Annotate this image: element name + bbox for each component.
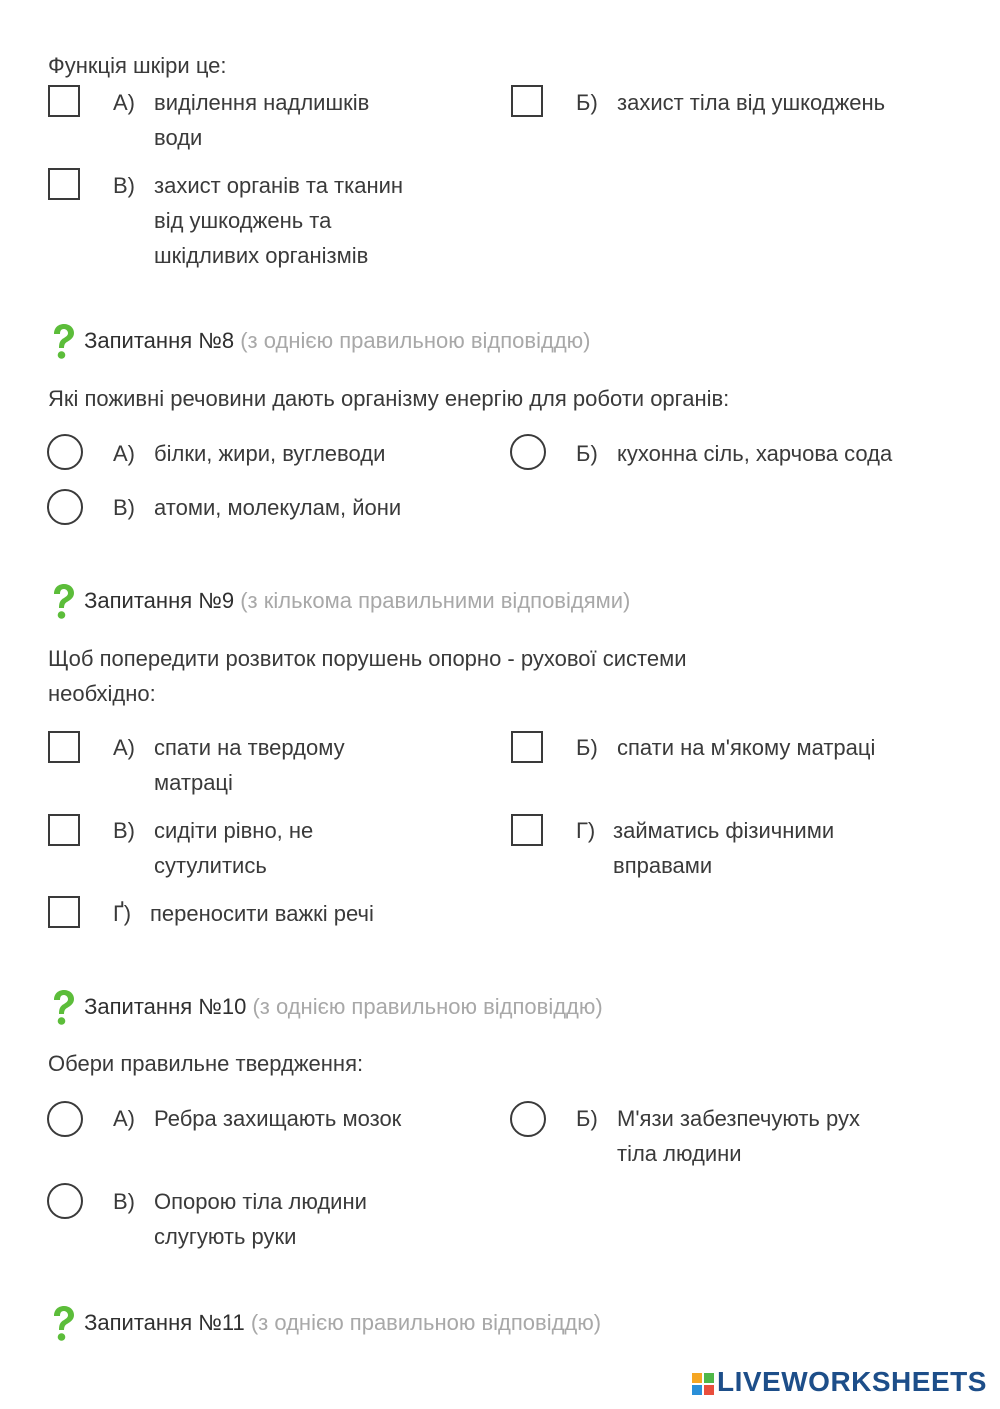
question-10-header: [48, 989, 603, 1027]
q8-option-v-text: атоми, молекулам, йони: [154, 495, 402, 520]
q10-option-a-radio[interactable]: [47, 1101, 83, 1137]
q9-option-v-letter: В): [113, 818, 135, 843]
q10-option-v-letter: В): [113, 1189, 135, 1214]
q9-option-v-line1: сидіти рівно, не: [154, 818, 314, 843]
q10-option-b-line2: тіла людини: [617, 1141, 742, 1166]
question-mark-icon: [48, 583, 78, 621]
question-9-prompt: [48, 641, 687, 711]
question-9-header: [48, 583, 630, 621]
q9-option-a-checkbox[interactable]: [48, 731, 80, 763]
question-7-prompt: Функція шкіри це:: [48, 53, 227, 78]
q8-option-a-radio[interactable]: [47, 434, 83, 470]
q8-option-b-text: кухонна сіль, харчова сода: [617, 441, 893, 466]
q10-option-v-line2: слугують руки: [154, 1224, 297, 1249]
question-8-title: Запитання №8: [84, 327, 235, 353]
liveworksheets-logo: [692, 1366, 987, 1398]
q9-option-g-letter: Г): [576, 818, 596, 843]
question-8-hint: (з однією правильною відповіддю): [240, 327, 591, 353]
q10-option-b-line1: М'язи забезпечують рух: [617, 1106, 860, 1131]
q8-option-v-radio[interactable]: [47, 489, 83, 525]
question-9-prompt-line1: Щоб попередити розвиток порушень опорно - рухової системи: [48, 646, 687, 671]
q9-option-g-line2: вправами: [613, 853, 713, 878]
q9-option-b-text: спати на м'якому матраці: [617, 735, 876, 760]
q7-option-v-checkbox[interactable]: [48, 168, 80, 200]
q7-option-b-text: захист тіла від ушкоджень: [617, 90, 886, 115]
q7-option-a-line2: води: [154, 125, 203, 150]
q7-option-v-line1: захист органів та тканин: [154, 173, 404, 198]
question-11-title: Запитання №11: [84, 1309, 245, 1335]
question-9-hint: (з кількома правильними відповідями): [240, 587, 631, 613]
q9-option-b-letter: Б): [576, 735, 598, 760]
q9-option-a-line1: спати на твердому: [154, 735, 345, 760]
question-8-prompt: Які поживні речовини дають організму енергію для роботи органів:: [48, 386, 730, 411]
q7-option-v-letter: В): [113, 173, 135, 198]
q8-option-v-letter: В): [113, 495, 135, 520]
q10-option-a-text: Ребра захищають мозок: [154, 1106, 402, 1131]
q9-option-b-checkbox[interactable]: [511, 731, 543, 763]
question-mark-icon: [48, 323, 78, 361]
q7-option-b-letter: Б): [576, 90, 598, 115]
q9-option-gh-checkbox[interactable]: [48, 896, 80, 928]
question-11-header: [48, 1305, 601, 1343]
q7-option-v-line3: шкідливих організмів: [154, 243, 369, 268]
q9-option-a-line2: матраці: [154, 770, 233, 795]
question-9-title: Запитання №9: [84, 587, 235, 613]
question-mark-icon: [48, 989, 78, 1027]
question-10-title: Запитання №10: [84, 993, 247, 1019]
q9-option-g-text: [613, 813, 834, 883]
question-8-header: [48, 323, 590, 361]
q7-option-a-text: [154, 85, 369, 155]
q9-option-v-line2: сутулитись: [154, 853, 267, 878]
q7-option-v-line2: від ушкоджень та: [154, 208, 332, 233]
q9-option-gh-text: переносити важкі речі: [150, 901, 374, 926]
q7-option-b-checkbox[interactable]: [511, 85, 543, 117]
q7-option-a-letter: А): [113, 90, 135, 115]
q9-option-gh-letter: Ґ): [113, 901, 132, 926]
q10-option-b-letter: Б): [576, 1106, 598, 1131]
q7-option-a-line1: виділення надлишків: [154, 90, 370, 115]
q9-option-g-line1: займатись фізичними: [613, 818, 835, 843]
q10-option-b-text: [617, 1101, 860, 1171]
q9-option-v-checkbox[interactable]: [48, 814, 80, 846]
q8-option-b-letter: Б): [576, 441, 598, 466]
q10-option-a-letter: А): [113, 1106, 135, 1131]
q7-option-a-checkbox[interactable]: [48, 85, 80, 117]
question-10-prompt: Обери правильне твердження:: [48, 1051, 364, 1076]
q9-option-v-text: [154, 813, 313, 883]
liveworksheets-logo-text: LIVEWORKSHEETS: [717, 1366, 987, 1397]
q9-option-a-text: [154, 730, 345, 800]
question-10-hint: (з однією правильною відповіддю): [252, 993, 603, 1019]
q8-option-a-text: білки, жири, вуглеводи: [154, 441, 386, 466]
q10-option-v-text: [154, 1184, 367, 1254]
q10-option-b-radio[interactable]: [510, 1101, 546, 1137]
q9-option-a-letter: А): [113, 735, 135, 760]
q9-option-g-checkbox[interactable]: [511, 814, 543, 846]
q10-option-v-radio[interactable]: [47, 1183, 83, 1219]
q8-option-a-letter: А): [113, 441, 135, 466]
question-9-prompt-line2: необхідно:: [48, 681, 156, 706]
q10-option-v-line1: Опорою тіла людини: [154, 1189, 367, 1214]
q8-option-b-radio[interactable]: [510, 434, 546, 470]
liveworksheets-logo-icon: [692, 1373, 714, 1395]
q7-option-v-text: [154, 168, 403, 273]
question-mark-icon: [48, 1305, 78, 1343]
question-11-hint: (з однією правильною відповіддю): [250, 1309, 602, 1335]
